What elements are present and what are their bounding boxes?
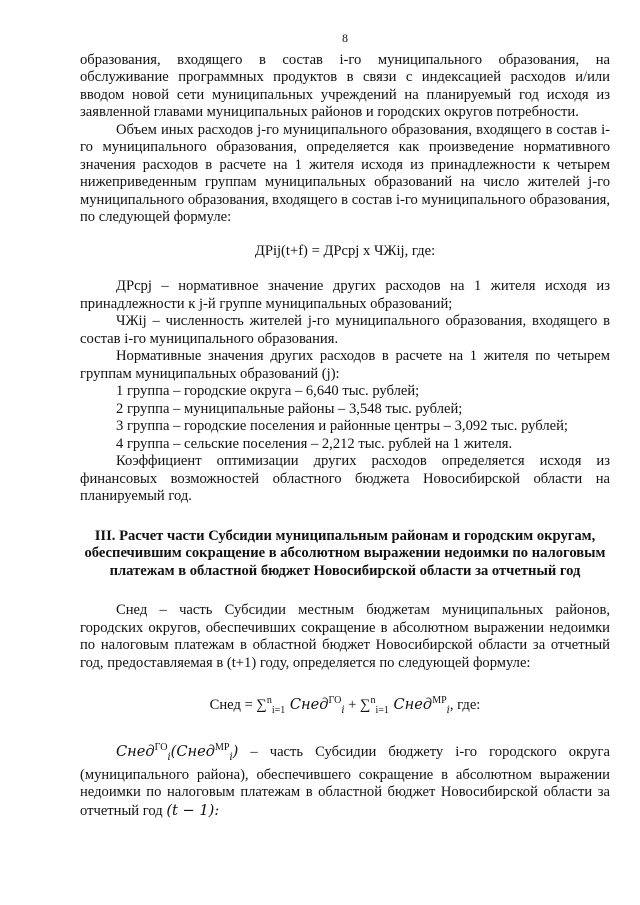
formula-1: ДРij(t+f) = ДРсрj х ЧЖij, где: [254, 242, 436, 259]
para6-symbol-2: (Снед [170, 743, 215, 761]
para6-text: – часть Субсидии бюджету i-го городского округа (муниципального района), обеспечившего сокращение в абсолютном выражении недоимки по налоговым платежам в областной бюджет Новосибирской области за отчетный год [80, 744, 610, 819]
group-item-3: 3 группа – городские поселения и районные центры – 3,092 тыс. рублей; [116, 418, 568, 434]
sum-2-lower: i=1 [375, 704, 389, 716]
sum-symbol-1: ∑ [256, 696, 267, 713]
term-1-sub: i [341, 704, 345, 716]
group-item-4: 4 группа – сельские поселения – 2,212 тыс. рублей на 1 жителя. [116, 435, 513, 452]
paragraph-5: Снед – часть Субсидии местным бюджетам муниципальных районов, городских округов, обеспечивших сокращение в абсолютном выражении недоимки по налоговым платежам в областной бюджет Новосибирской области за отчетный год, предоставляемая в (t+1) году, определяется по следующей формуле: [80, 602, 610, 671]
para6-close: ) [232, 743, 239, 761]
formula-2-lhs: Снед = [209, 696, 257, 713]
sum-1-upper: n [266, 695, 272, 706]
group-item-1: 1 группа – городские округа – 6,640 тыс. рублей; [116, 383, 420, 399]
sum-symbol-2: ∑ [360, 696, 371, 713]
page-number: 8 [342, 31, 348, 45]
para6-symbol-1: Снед [116, 743, 155, 761]
paragraph-6 [80, 739, 610, 820]
paragraph-2: Объем иных расходов j-го муниципального образования, входящего в состав i-го муниципального образования, определяется как произведение нормативного значения расходов в расчете на 1 жителя исходя из принадлежности к четырем нижеприведенным группам муниципальных образований на число жителей j-го муниципального образования, входящего в состав i-го муниципального образования, по следующей формуле: [80, 121, 610, 225]
formula-2-term-2: Снед [388, 695, 433, 713]
term-1-sup: ГО [328, 695, 342, 706]
definition-2: ЧЖij – численность жителей j-го муниципального образования, входящего в состав i-го муниципального образования. [80, 313, 610, 347]
paragraph-4: Коэффициент оптимизации других расходов определяется исходя из финансовых возможностей областного бюджета Новосибирской области на планируемый год. [80, 453, 610, 504]
para6-sup-1: ГО [154, 742, 168, 754]
group-item-2: 2 группа – муниципальные районы – 3,548 тыс. рублей; [116, 400, 463, 417]
term-2-sub: i [446, 704, 450, 716]
para6-sup-2: МР [215, 742, 230, 754]
formula-2-tail: , где: [449, 696, 481, 713]
sum-2-upper: n [370, 695, 376, 706]
term-2-sup: МР [432, 695, 447, 706]
sum-1-lower: i=1 [271, 704, 286, 716]
formula-2-term-1: Снед [285, 695, 329, 713]
definition-1: ДРсрj – нормативное значение других расходов на 1 жителя исходя из принадлежности к j-й группе муниципальных образований; [80, 278, 610, 312]
document-page [80, 30, 610, 820]
para6-sub-2: i [229, 752, 233, 764]
formula-2-plus: + [344, 696, 361, 713]
paragraph-3: Нормативные значения других расходов в расчете на 1 жителя по четырем группам муниципальных образований (j): [80, 348, 610, 382]
formula-2 [80, 692, 610, 719]
section-heading: III. Расчет части Субсидии муниципальным районам и городским округам, обеспечившим сокращение в абсолютном выражении недоимки по налоговым платежам в областной бюджет Новосибирской области за отчетный год [84, 527, 606, 579]
para6-end: (t − 1): [166, 801, 220, 819]
para6-sub-1: i [167, 752, 171, 764]
paragraph-1: образования, входящего в состав i-го муниципального образования, на обслуживание программных продуктов в связи с индексацией расходов и/или вводом новой сети муниципальных учреждений на планируемый год исходя из заявленной главами муниципальных районов и городских округов потребности. [80, 51, 610, 120]
